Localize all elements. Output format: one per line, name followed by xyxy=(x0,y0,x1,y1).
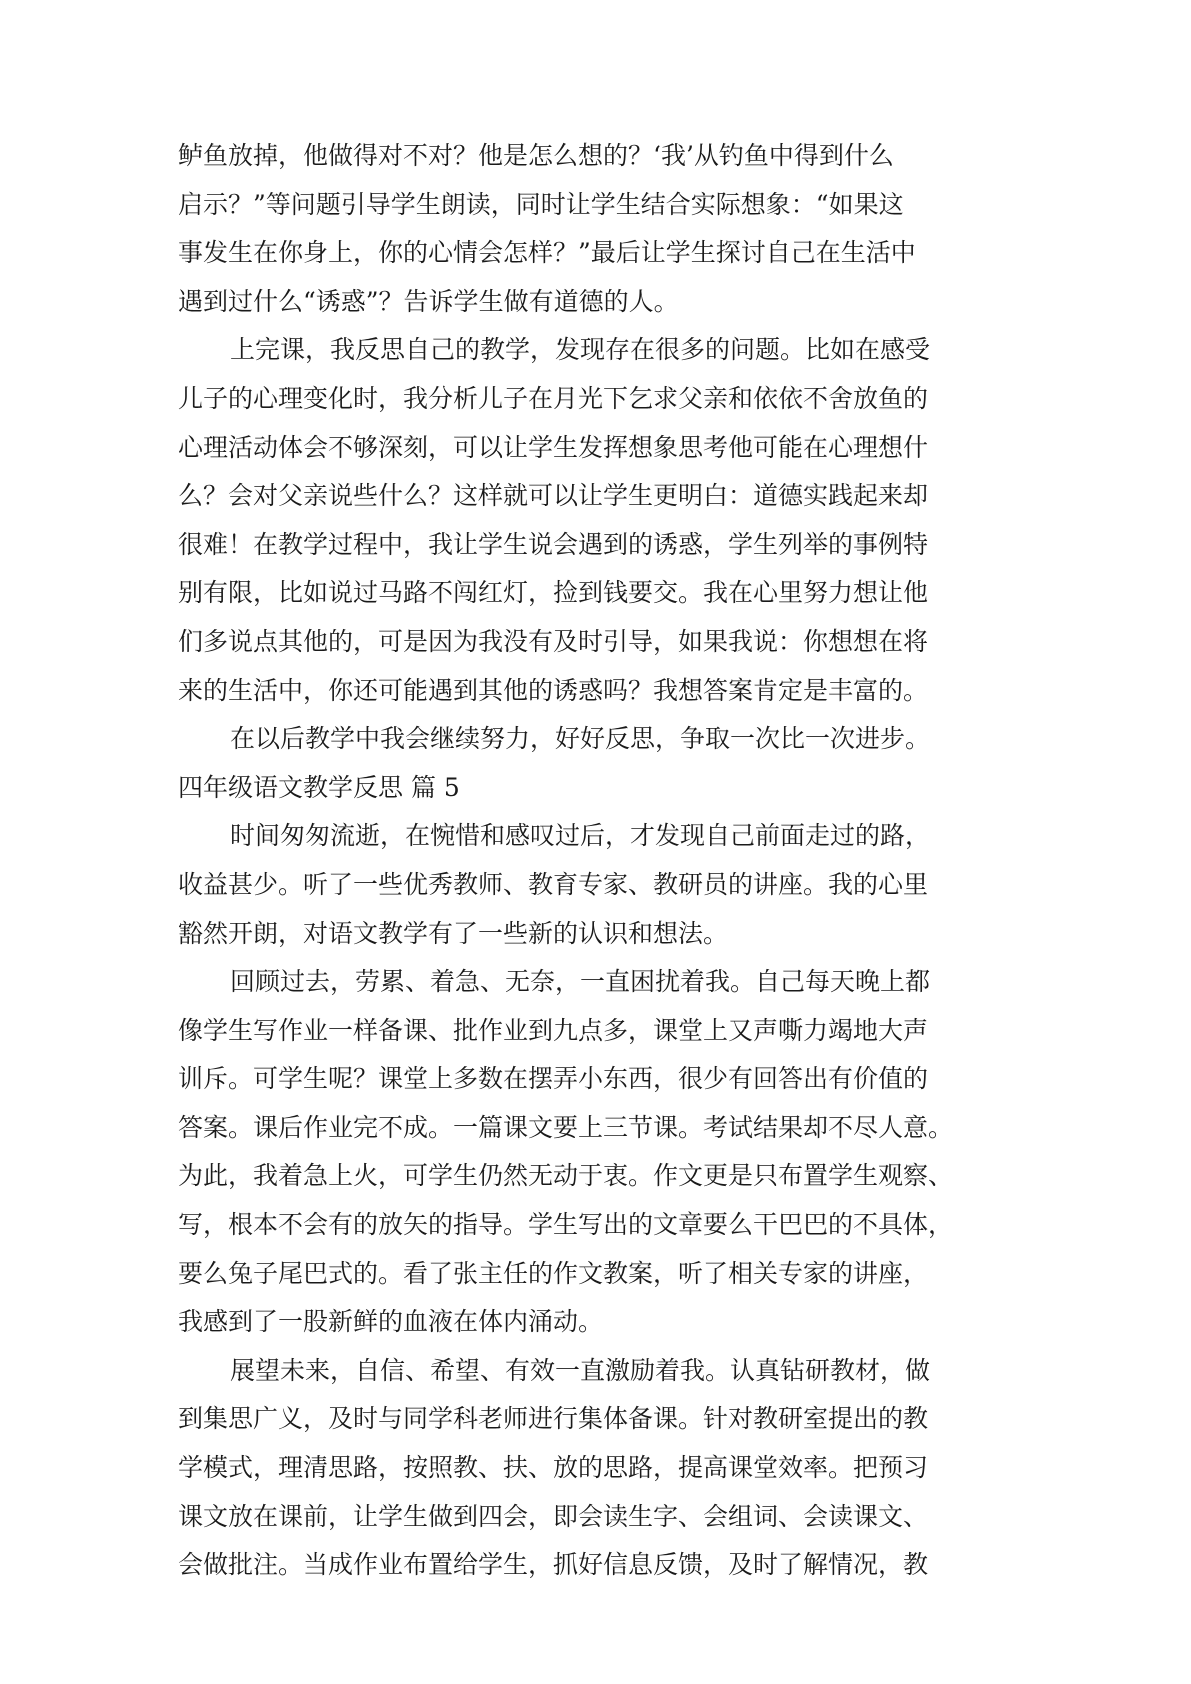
text-line: 启示？”等问题引导学生朗读，同时让学生结合实际想象：“如果这 xyxy=(178,189,904,219)
text-line: 为此，我着急上火，可学生仍然无动于衷。作文更是只布置学生观察、 xyxy=(178,1161,954,1191)
paragraph xyxy=(178,715,1018,764)
text-line: 答案。课后作业完不成。一篇课文要上三节课。考试结果却不尽人意。 xyxy=(178,1112,954,1142)
section-heading xyxy=(178,764,1018,813)
text-line: 到集思广义，及时与同学科老师进行集体备课。针对教研室提出的教 xyxy=(178,1404,929,1434)
text-line: 会做批注。当成作业布置给学生，抓好信息反馈，及时了解情况，教 xyxy=(178,1550,929,1580)
text-line: 鲈鱼放掉，他做得对不对？他是怎么想的？‘我’从钓鱼中得到什么 xyxy=(178,141,894,170)
text-line: 课文放在课前，让学生做到四会，即会读生字、会组词、会读课文、 xyxy=(178,1501,929,1531)
text-line: 们多说点其他的，可是因为我没有及时引导，如果我说：你想想在将 xyxy=(178,626,929,656)
text-line: 我感到了一股新鲜的血液在体内涌动。 xyxy=(178,1307,604,1337)
text-line: 写，根本不会有的放矢的指导。学生写出的文章要么干巴巴的不具体， xyxy=(178,1210,954,1240)
text-line: 学模式，理清思路，按照教、扶、放的思路，提高课堂效率。把预习 xyxy=(178,1453,929,1483)
text-line: 时间匆匆流逝，在惋惜和感叹过后，才发现自己前面走过的路， xyxy=(230,821,931,851)
heading-text: 四年级语文教学反思 篇 5 xyxy=(178,772,460,802)
text-line: 遇到过什么“诱惑”？告诉学生做有道德的人。 xyxy=(178,286,679,316)
text-line: 收益甚少。听了一些优秀教师、教育专家、教研员的讲座。我的心里 xyxy=(178,869,929,899)
text-line: 心理活动体会不够深刻，可以让学生发挥想象思考他可能在心理想什 xyxy=(178,432,929,462)
text-line: 来的生活中，你还可能遇到其他的诱惑吗？我想答案肯定是丰富的。 xyxy=(178,675,929,705)
text-line: 事发生在你身上，你的心情会怎样？”最后让学生探讨自己在生活中 xyxy=(178,238,916,268)
text-line: 上完课，我反思自己的教学，发现存在很多的问题。比如在感受 xyxy=(230,335,931,365)
text-line: 训斥。可学生呢？课堂上多数在摆弄小东西，很少有回答出有价值的 xyxy=(178,1064,929,1094)
text-line: 要么兔子尾巴式的。看了张主任的作文教案，听了相关专家的讲座， xyxy=(178,1258,929,1288)
paragraph xyxy=(178,132,1018,326)
text-line: 在以后教学中我会继续努力，好好反思，争取一次比一次进步。 xyxy=(230,724,931,754)
text-line: 别有限，比如说过马路不闯红灯，捡到钱要交。我在心里努力想让他 xyxy=(178,578,929,608)
text-line: 儿子的心理变化时，我分析儿子在月光下乞求父亲和依依不舍放鱼的 xyxy=(178,383,929,413)
text-line: 很难！在教学过程中，我让学生说会遇到的诱惑，学生列举的事例特 xyxy=(178,529,929,559)
text-line: 豁然开朗，对语文教学有了一些新的认识和想法。 xyxy=(178,918,729,948)
text-line: 回顾过去，劳累、着急、无奈，一直困扰着我。自己每天晚上都 xyxy=(230,967,931,997)
paragraph xyxy=(178,326,1018,715)
paragraph xyxy=(178,958,1018,1347)
text-line: 像学生写作业一样备课、批作业到九点多，课堂上又声嘶力竭地大声 xyxy=(178,1015,929,1045)
document-body xyxy=(178,132,1018,1590)
paragraph xyxy=(178,1347,1018,1590)
text-line: 展望未来，自信、希望、有效一直激励着我。认真钻研教材，做 xyxy=(230,1355,931,1385)
text-line: 么？会对父亲说些什么？这样就可以让学生更明白：道德实践起来却 xyxy=(178,481,929,511)
paragraph xyxy=(178,812,1018,958)
